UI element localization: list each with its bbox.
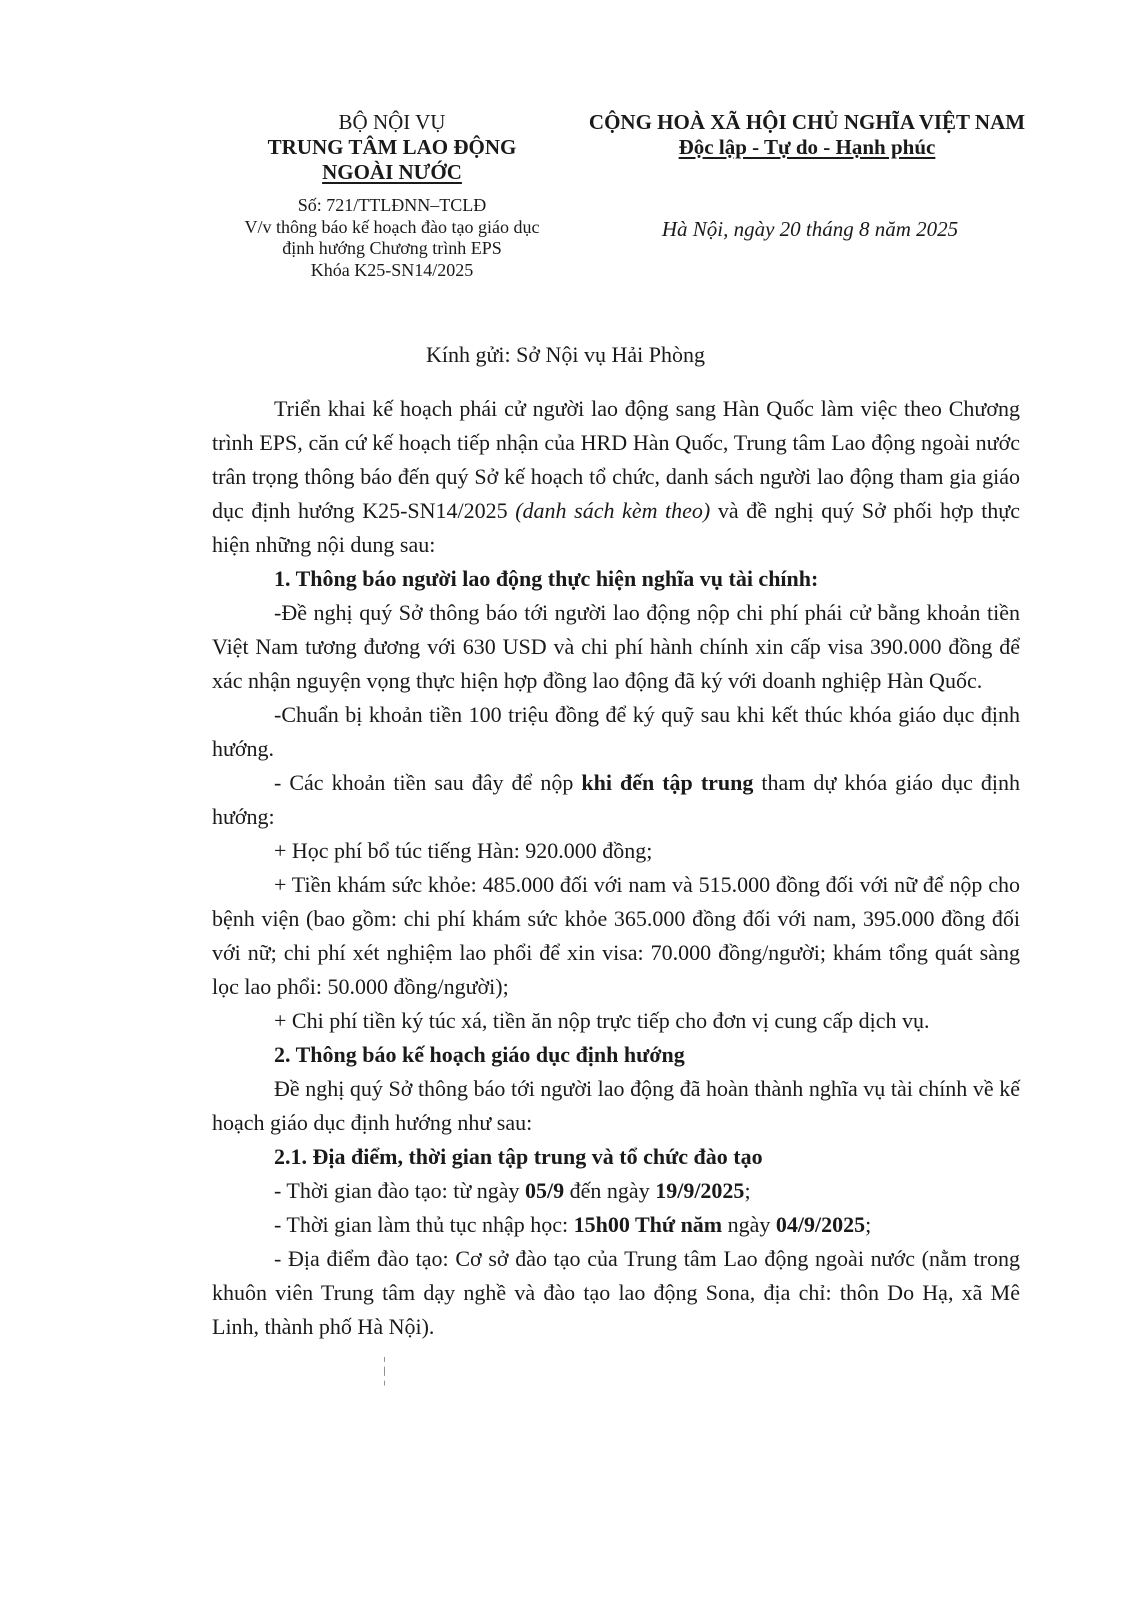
section1-item — [212, 766, 1020, 834]
item-text: ; — [744, 1178, 751, 1203]
agency-name-line2: NGOÀI NƯỚC — [322, 160, 462, 184]
registration-hour: 15h00 Thứ năm — [573, 1212, 723, 1237]
document-number: Số: 721/TTLĐNN–TCLĐ — [297, 195, 487, 215]
training-location: - Địa điểm đào tạo: Cơ sở đào tạo của Trung tâm Lao động ngoài nước (nằm trong khuôn viên Trung tâm dạy nghề và đào tạo lao động Sona, địa chỉ: thôn Do Hạ, xã Mê Linh, thành phố Hà Nội). — [212, 1246, 1020, 1339]
subject-line: định hướng Chương trình EPS — [282, 238, 502, 258]
item-text: ; — [865, 1212, 872, 1237]
ministry-name: BỘ NỘI VỤ — [338, 110, 446, 134]
item-emphasis: khi đến tập trung — [581, 770, 754, 795]
intro-paragraph — [212, 392, 1020, 562]
start-date: 05/9 — [525, 1178, 565, 1203]
item-text: ngày — [722, 1212, 776, 1237]
training-time — [212, 1174, 1020, 1208]
issue-date: Hà Nội, ngày 20 tháng 8 năm 2025 — [661, 217, 959, 241]
end-date: 19/9/2025 — [655, 1178, 745, 1203]
scan-mark-icon: ¦ ¦ — [383, 1355, 387, 1386]
section2-intro: Đề nghị quý Sở thông báo tới người lao động đã hoàn thành nghĩa vụ tài chính về kế hoạch giáo dục định hướng như sau: — [212, 1076, 1020, 1135]
item-text: - Thời gian làm thủ tục nhập học: — [274, 1212, 574, 1237]
item-text: tham dự khóa giáo dục định hướng: — [212, 770, 1020, 829]
country-name: CỘNG HOÀ XÃ HỘI CHỦ NGHĨA VIỆT NAM — [588, 110, 1026, 134]
fee-item: + Học phí bổ túc tiếng Hàn: 920.000 đồng; — [274, 838, 653, 863]
item-text: đến ngày — [564, 1178, 656, 1203]
item-text: - Các khoản tiền sau đây để nộp — [274, 770, 582, 795]
section1-item: -Chuẩn bị khoản tiền 100 triệu đồng để ký quỹ sau khi kết thúc khóa giáo dục định hướng. — [212, 702, 1020, 761]
section1-item: -Đề nghị quý Sở thông báo tới người lao động nộp chi phí phái cử bằng khoản tiền Việt Nam tương đương với 630 USD và chi phí hành chính xin cấp visa 390.000 đồng để xác nhận nguyện vọng thực hiện hợp đồng lao động đã ký với doanh nghiệp Hàn Quốc. — [212, 600, 1020, 693]
issuer-block — [222, 110, 562, 281]
agency-name-line1: TRUNG TÂM LAO ĐỘNG — [267, 135, 517, 159]
item-text: - Thời gian đào tạo: từ ngày — [274, 1178, 526, 1203]
registration-date: 04/9/2025 — [775, 1212, 866, 1237]
national-header — [576, 110, 1038, 160]
intro-text: Triển khai kế hoạch phái cử người lao động sang Hàn Quốc làm việc theo Chương trình EPS, căn cứ kế hoạch tiếp nhận của HRD Hàn Quốc, Trung tâm Lao động ngoài nước trân trọng thông báo đến quý Sở kế hoạch tổ chức, danh sách người lao động tham gia giáo dục định hướng K25-SN14/2025 — [212, 396, 1020, 523]
intro-text-end: và đề nghị quý Sở phối hợp thực hiện những nội dung sau: — [212, 498, 1020, 557]
document-body — [212, 392, 1020, 1344]
subject-line: V/v thông báo kế hoạch đào tạo giáo dục — [244, 216, 540, 237]
intro-attachment-note: (danh sách kèm theo) — [515, 498, 711, 523]
document-meta — [222, 195, 562, 281]
section2-heading: 2. Thông báo kế hoạch giáo dục định hướng — [274, 1042, 685, 1067]
fee-item: + Chi phí tiền ký túc xá, tiền ăn nộp trực tiếp cho đơn vị cung cấp dịch vụ. — [274, 1008, 930, 1033]
subject-line: Khóa K25-SN14/2025 — [310, 259, 474, 280]
section1-heading: 1. Thông báo người lao động thực hiện nghĩa vụ tài chính: — [274, 566, 819, 591]
fee-item: + Tiền khám sức khỏe: 485.000 đối với nam và 515.000 đồng đối với nữ để nộp cho bệnh viện (bao gồm: chi phí khám sức khỏe 365.000 đồng đối với nam, 395.000 đồng đối với nữ; chi phí xét nghiệm lao phổi để xin visa: 70.000 đồng/người; khám tổng quát sàng lọc lao phổi: 50.000 đồng/người); — [212, 872, 1020, 999]
section2-1-heading: 2.1. Địa điểm, thời gian tập trung và tổ chức đào tạo — [274, 1144, 763, 1169]
registration-time — [212, 1208, 1020, 1242]
national-motto: Độc lập - Tự do - Hạnh phúc — [678, 135, 936, 159]
recipient-line: Kính gửi: Sở Nội vụ Hải Phòng — [425, 342, 706, 367]
